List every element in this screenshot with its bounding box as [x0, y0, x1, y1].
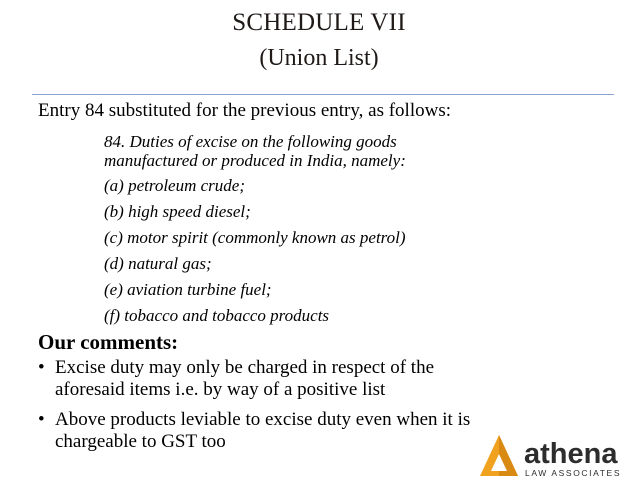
logo-tagline: LAW ASSOCIATES [525, 468, 622, 478]
quoted-entry-item-e: (e) aviation turbine fuel; [104, 280, 272, 299]
athena-logo [478, 432, 638, 479]
quoted-entry-item-c: (c) motor spirit (commonly known as petrol) [104, 228, 406, 247]
quoted-entry-item-f: (f) tobacco and tobacco products [104, 306, 330, 325]
comment-bullet-line: Excise duty may only be charged in respect of the [55, 357, 434, 378]
quoted-entry-line: 84. Duties of excise on the following goods [104, 132, 397, 151]
quoted-entry-item-b: (b) high speed diesel; [104, 202, 251, 221]
quoted-entry-item-d: (d) natural gas; [104, 254, 212, 273]
bullet-marker: • [38, 409, 45, 430]
bullet-marker: • [38, 357, 45, 378]
title-divider [32, 94, 614, 95]
comments-heading: Our comments: [38, 330, 179, 354]
quoted-entry-line: manufactured or produced in India, namely: [104, 151, 406, 170]
slide-title: SCHEDULE VII [232, 9, 406, 36]
entry-intro-text: Entry 84 substituted for the previous entry, as follows: [38, 100, 452, 121]
comment-bullet-line: aforesaid items i.e. by way of a positive list [55, 379, 386, 400]
athena-triangle-logo-icon [480, 435, 518, 476]
quoted-entry-item-a: (a) petroleum crude; [104, 176, 245, 195]
slide-subtitle: (Union List) [259, 45, 379, 71]
comment-bullet-line: Above products leviable to excise duty even when it is [55, 409, 471, 430]
logo-wordmark: athena [524, 438, 618, 470]
comment-bullet-line: chargeable to GST too [55, 431, 226, 452]
